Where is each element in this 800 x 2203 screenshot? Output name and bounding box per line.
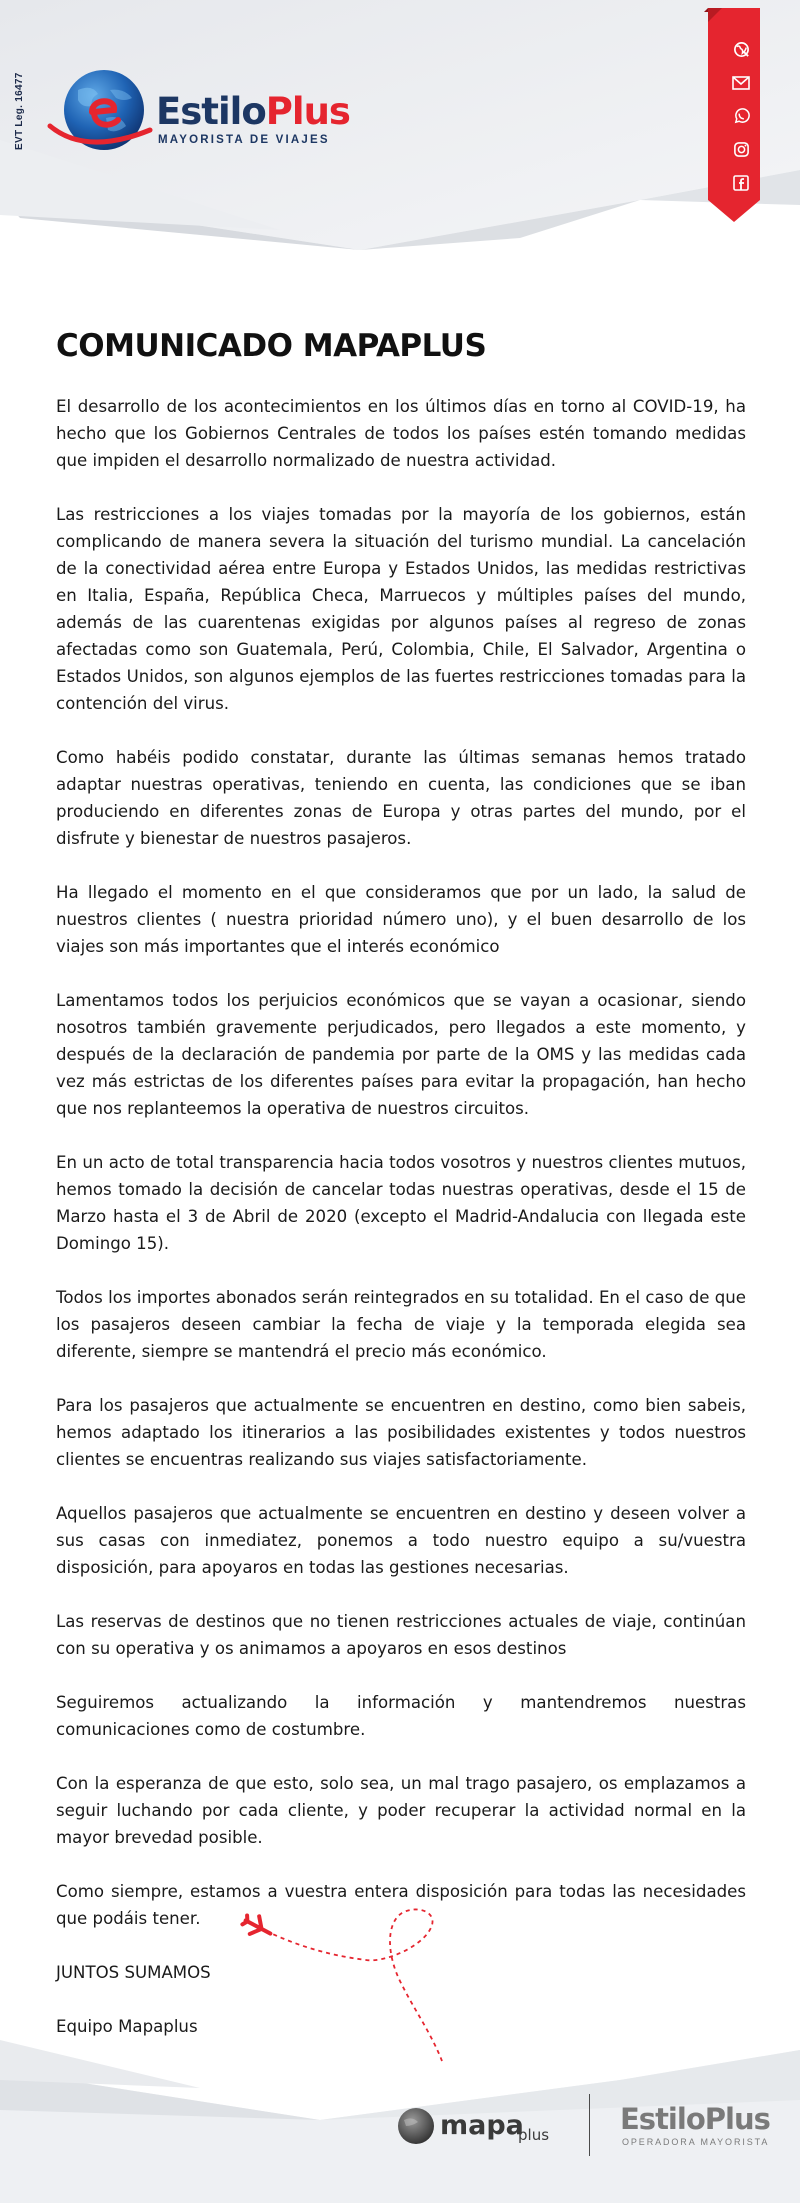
paragraph: Con la esperanza de que esto, solo sea, un mal trago pasajero, os emplazamos a seguir luchando por cada cliente, y poder recuperar la actividad normal en la mayor brevedad posible. — [56, 1774, 746, 1847]
evt-license-label: EVT Leg. 16477 — [14, 72, 25, 150]
paragraph: Aquellos pasajeros que actualmente se encuentren en destino y deseen volver a sus casas con inmediatez, ponemos a todo nuestro equipo a su/vuestra disposición, para apoyaros en todas las gestiones necesarias. — [56, 1504, 746, 1577]
paragraph: El desarrollo de los acontecimientos en los últimos días en torno al COVID-19, ha hecho que los Gobiernos Centrales de todos los países estén tomando medidas que impiden el desarrollo normalizado de nuestra actividad. — [56, 397, 746, 470]
footer-brand-name: EstiloPlus — [620, 2102, 770, 2136]
letter-body — [56, 393, 746, 2067]
paragraph: Como siempre, estamos a vuestra entera disposición para todas las necesidades que podáis tener. — [56, 1882, 746, 1928]
paragraph: Seguiremos actualizando la información y mantendremos nuestras comunicaciones como de costumbre. — [56, 1693, 746, 1739]
paragraph: Como habéis podido constatar, durante las últimas semanas hemos tratado adaptar nuestras operativas, teniendo en cuenta, las condiciones que se iban produciendo en diferentes zonas de Europa y otras partes del mundo, por el disfrute y bienestar de nuestros pasajeros. — [56, 748, 746, 848]
mapa-logo-text: mapa — [440, 2110, 524, 2141]
paragraph: Para los pasajeros que actualmente se encuentren en destino, como bien sabeis, hemos adaptado los itinerarios a las posibilidades existentes y todos nuestros clientes se encuentras realizando sus viajes satisfactoriamente. — [56, 1396, 746, 1469]
globe-logo-icon — [46, 68, 154, 158]
brand-tagline: MAYORISTA DE VIAJES — [158, 134, 330, 146]
mapaplus-logo — [394, 2106, 564, 2146]
paragraph: Las restricciones a los viajes tomadas por la mayoría de los gobiernos, están complicando de manera severa la situación del turismo mundial. La cancelación de la conectividad aérea entre Europa y Estados Unidos, las medidas restrictivas en Italia, España, República Checa, Marruecos y múltiples países del mundo, además de las cuarentenas exigidas por algunos países al regreso de zonas afectadas como son Guatemala, Perú, Colombia, Chile, El Salvador, Argentina o Estados Unidos, son algunos ejemplos de las fuertes restricciones tomadas para la contención del virus. — [56, 505, 746, 713]
brand-name: EstiloPlus — [156, 90, 350, 133]
page-title: COMUNICADO MAPAPLUS — [56, 328, 487, 364]
paragraph: En un acto de total transparencia hacia todos vosotros y nuestros clientes mutuos, hemos tomado la decisión de cancelar todas nuestras operativas, desde el 15 de Marzo hasta el 3 de Abril de 2020 (excepto el Madrid-Andalucia con llegada este Domingo 15). — [56, 1153, 746, 1253]
whatsapp-icon[interactable] — [732, 107, 750, 125]
paragraph: Las reservas de destinos que no tienen restricciones actuales de viaje, continúan con su operativa y os animamos a apoyaros en esos destinos — [56, 1612, 746, 1658]
email-icon[interactable] — [732, 74, 750, 92]
footer-brand-tagline: OPERADORA MAYORISTA — [622, 2137, 770, 2147]
instagram-icon[interactable] — [732, 140, 750, 158]
webpage-icon[interactable] — [732, 40, 750, 58]
social-ribbon — [700, 8, 762, 224]
paragraph: Ha llegado el momento en el que consideramos que por un lado, la salud de nuestros clientes ( nuestra prioridad número uno), y el buen desarrollo de los viajes son más importantes que el interés económico — [56, 883, 746, 956]
signature: Equipo Mapaplus — [56, 2017, 198, 2036]
closing-slogan: JUNTOS SUMAMOS — [56, 1963, 211, 1982]
mapa-logo-subtext: plus — [518, 2126, 550, 2144]
facebook-icon[interactable] — [732, 174, 750, 192]
paragraph: Lamentamos todos los perjuicios económicos que se vayan a ocasionar, siendo nosotros también gravemente perjudicados, pero llegados a este momento, y después de la declaración de pandemia por parte de la OMS y las medidas cada vez más estrictas de los diferentes países para evitar la propagación, han hecho que nos replanteemos la operativa de nuestros circuitos. — [56, 991, 746, 1118]
footer-divider — [589, 2094, 590, 2156]
paragraph: Todos los importes abonados serán reintegrados en su totalidad. En el caso de que los pasajeros deseen cambiar la fecha de viaje y la temporada elegida sea diferente, siempre se mantendrá el precio más económico. — [56, 1288, 746, 1361]
